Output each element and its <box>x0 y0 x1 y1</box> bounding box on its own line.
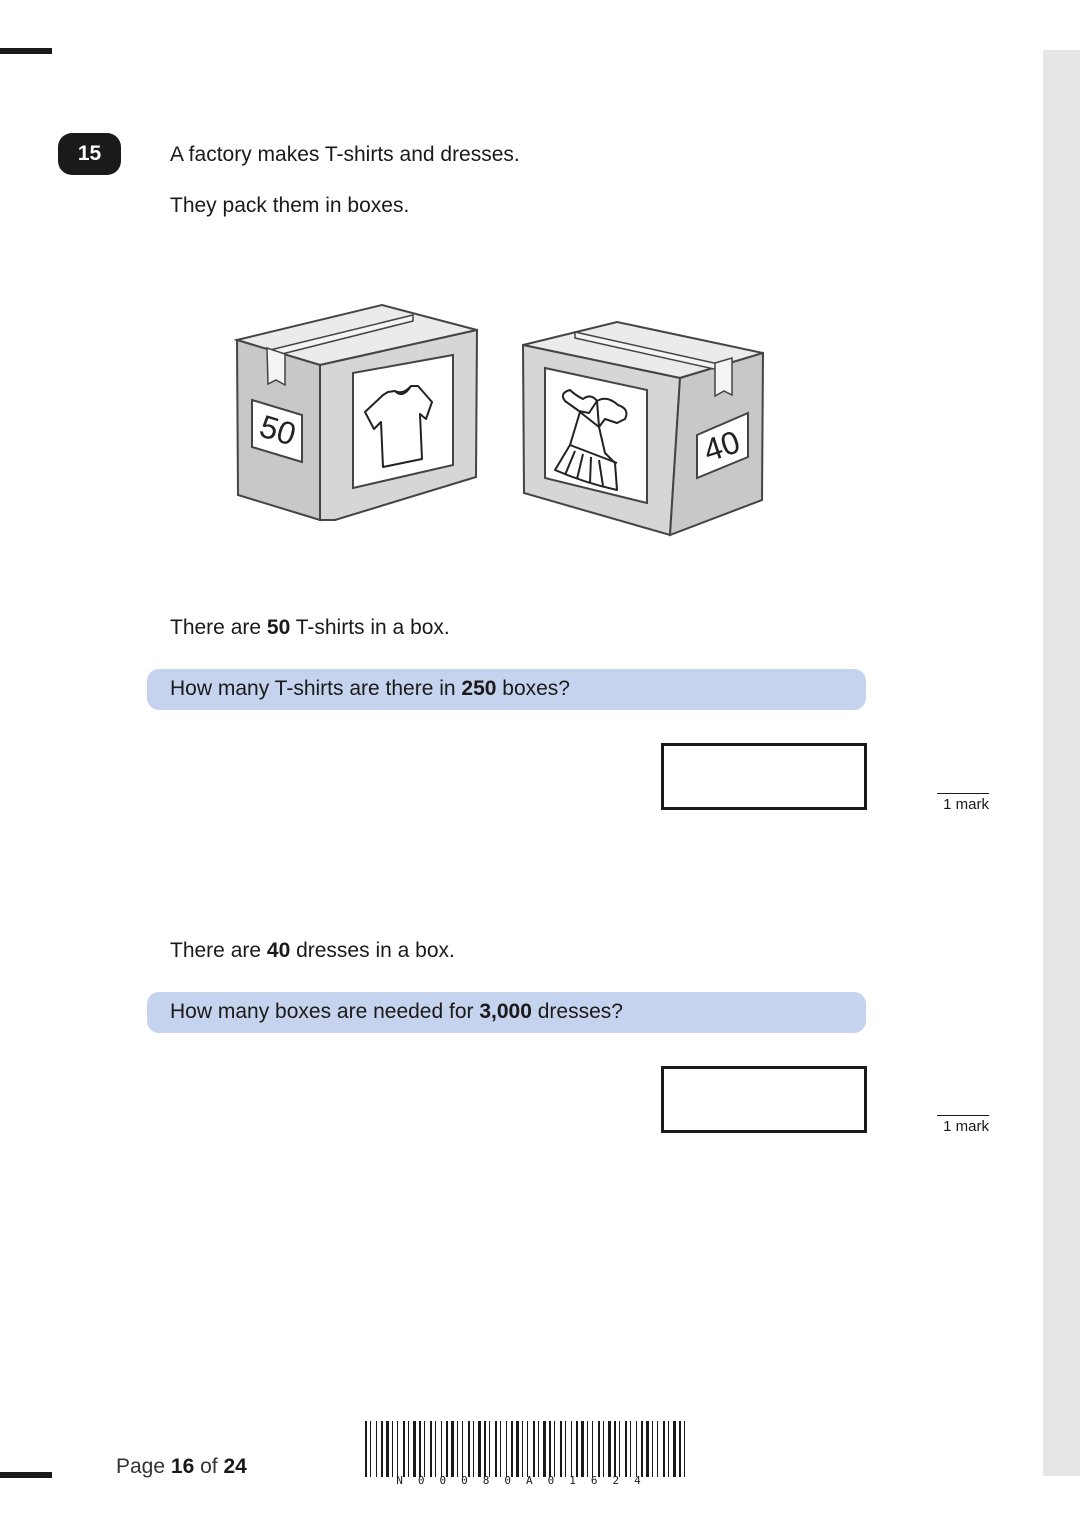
barcode-bar <box>430 1421 432 1477</box>
corner-mark-top <box>0 48 52 54</box>
barcode-bar <box>386 1421 389 1477</box>
margin-strip <box>1043 50 1080 1476</box>
part-a-mark: 1 mark <box>937 793 989 814</box>
barcode-bar <box>495 1421 497 1477</box>
barcode-bar <box>457 1421 458 1477</box>
barcode-bar <box>403 1421 405 1477</box>
barcode-bar <box>646 1421 649 1477</box>
barcode-bar <box>603 1421 604 1477</box>
barcode-bar <box>598 1421 600 1477</box>
barcode-bar <box>522 1421 523 1477</box>
barcode-bar <box>516 1421 519 1477</box>
barcode-bar <box>608 1421 611 1477</box>
barcode-bar <box>419 1421 421 1477</box>
barcode-bar <box>587 1421 588 1477</box>
barcode-bar <box>657 1421 658 1477</box>
corner-mark-bottom <box>0 1472 52 1478</box>
barcode-bar <box>673 1421 676 1477</box>
part-b-mark: 1 mark <box>937 1115 989 1136</box>
barcode-bar <box>571 1421 572 1477</box>
barcode-bar <box>462 1421 463 1477</box>
barcode-bar <box>614 1421 616 1477</box>
barcode-bar <box>636 1421 637 1477</box>
part-a-statement: There are 50 T-shirts in a box. <box>170 616 450 639</box>
barcode <box>365 1418 687 1480</box>
barcode-bar <box>625 1421 627 1477</box>
barcode-bar <box>543 1421 546 1477</box>
barcode-bar <box>424 1421 425 1477</box>
barcode-bar <box>592 1421 593 1477</box>
barcode-bar <box>413 1421 416 1477</box>
barcode-bar <box>370 1421 371 1477</box>
barcode-bar <box>473 1421 474 1477</box>
barcode-bar <box>484 1421 486 1477</box>
barcode-bar <box>652 1421 653 1477</box>
barcode-bar <box>468 1421 470 1477</box>
intro-line-1: A factory makes T-shirts and dresses. <box>170 143 520 166</box>
barcode-bar <box>527 1421 528 1477</box>
barcode-bar <box>397 1421 398 1477</box>
barcode-text: N00080A01624 <box>396 1474 656 1487</box>
boxes-illustration <box>225 295 775 545</box>
barcode-bar <box>381 1421 383 1477</box>
barcode-bar <box>630 1421 631 1477</box>
barcode-bar <box>619 1421 620 1477</box>
part-b-prompt: How many boxes are needed for 3,000 dresses? <box>147 992 866 1033</box>
barcode-bar <box>408 1421 409 1477</box>
barcode-bar <box>365 1421 367 1477</box>
barcode-bar <box>679 1421 681 1477</box>
barcode-bar <box>376 1421 377 1477</box>
barcode-bar <box>478 1421 481 1477</box>
barcode-bar <box>581 1421 584 1477</box>
part-b-statement: There are 40 dresses in a box. <box>170 939 455 962</box>
box-label-40: 40 <box>699 423 745 469</box>
barcode-bar <box>554 1421 555 1477</box>
barcode-bar <box>668 1421 669 1477</box>
box-label-50: 50 <box>255 407 301 453</box>
part-a-answer-box[interactable] <box>661 743 867 810</box>
barcode-bar <box>538 1421 539 1477</box>
barcode-bar <box>392 1421 393 1477</box>
part-b-answer-box[interactable] <box>661 1066 867 1133</box>
barcode-bar <box>435 1421 436 1477</box>
barcode-bar <box>441 1421 442 1477</box>
dress-box <box>523 322 763 535</box>
barcode-bar <box>576 1421 578 1477</box>
barcode-bar <box>446 1421 448 1477</box>
barcode-bar <box>549 1421 551 1477</box>
barcode-bar <box>663 1421 665 1477</box>
question-number-badge: 15 <box>58 133 121 175</box>
barcode-bar <box>641 1421 643 1477</box>
barcode-bar <box>684 1421 685 1477</box>
page-number: Page 16 of 24 <box>116 1455 247 1478</box>
part-a-prompt: How many T-shirts are there in 250 boxes? <box>147 669 866 710</box>
barcode-bar <box>565 1421 566 1477</box>
barcode-bar <box>500 1421 501 1477</box>
barcode-bar <box>511 1421 513 1477</box>
barcode-bar <box>506 1421 507 1477</box>
barcode-bar <box>533 1421 535 1477</box>
barcode-bar <box>489 1421 490 1477</box>
tshirt-box <box>237 305 477 520</box>
intro-line-2: They pack them in boxes. <box>170 194 410 217</box>
barcode-bar <box>560 1421 562 1477</box>
barcode-bar <box>451 1421 454 1477</box>
